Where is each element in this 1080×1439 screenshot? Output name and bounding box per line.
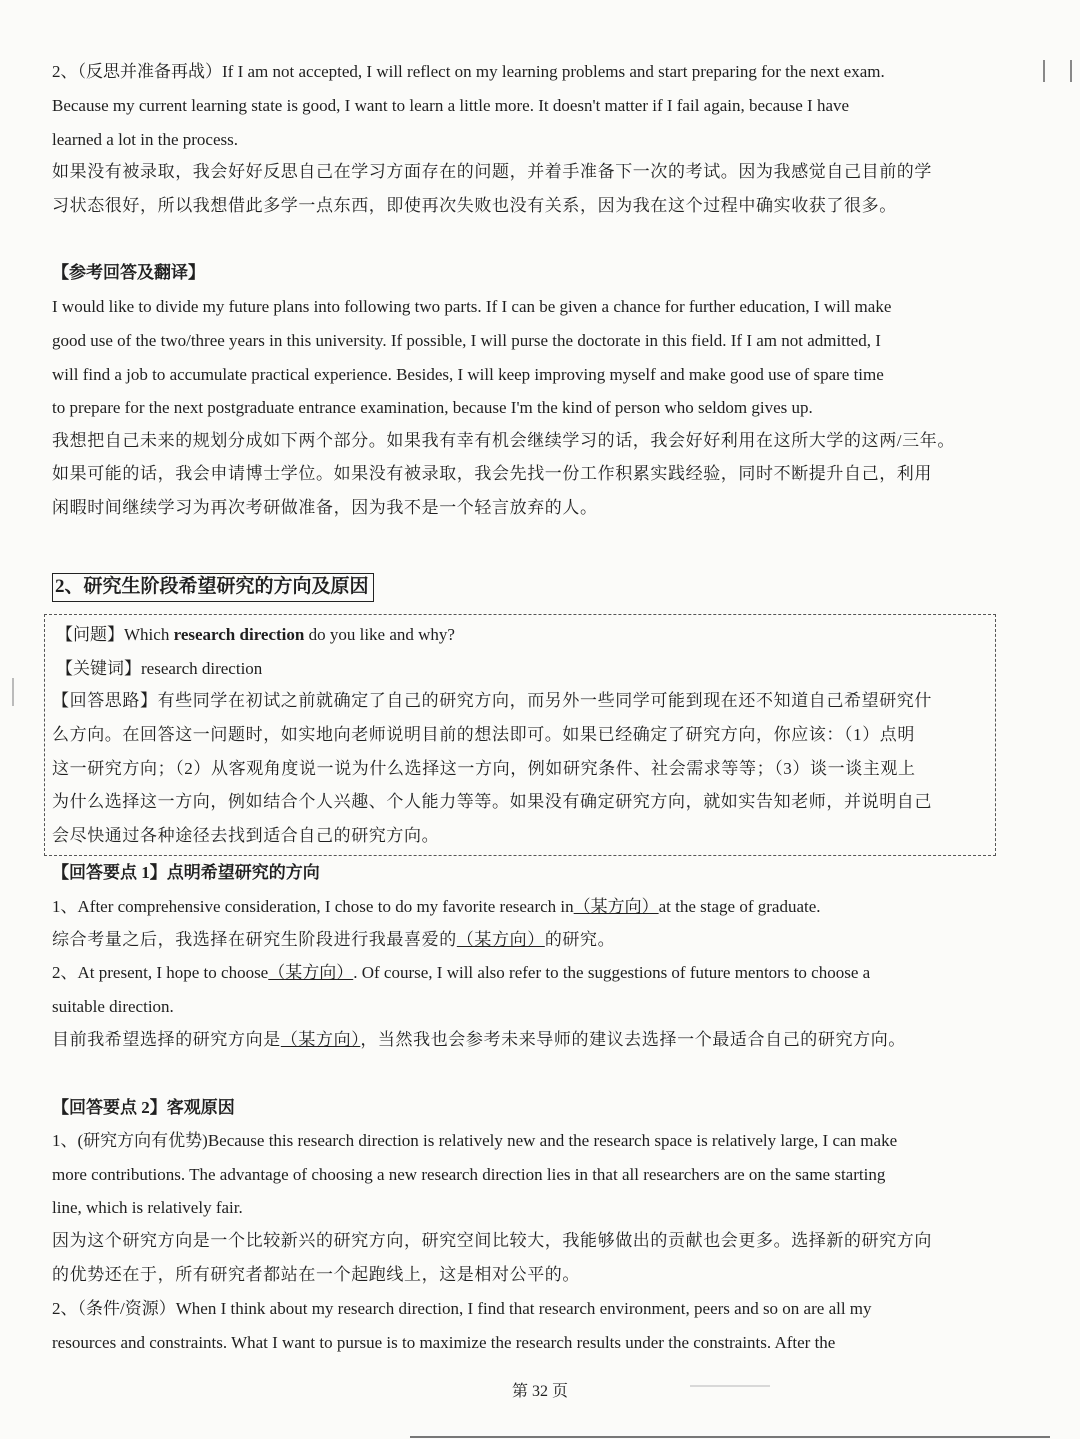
text-line: 的优势还在于，所有研究者都站在一个起跑线上，这是相对公平的。	[52, 1265, 580, 1284]
text-line: 我想把自己未来的规划分成如下两个部分。如果我有幸有机会继续学习的话，我会好好利用在这所大学的这两/三年。	[52, 431, 955, 450]
text-line: resources and constraints. What I want to pursue is to maximize the research results under the constraints. After the	[52, 1333, 836, 1352]
reference-heading: 【参考回答及翻译】	[52, 263, 205, 282]
scan-mark	[690, 1385, 770, 1387]
text-line: 闲暇时间继续学习为再次考研做准备，因为我不是一个轻言放弃的人。	[52, 498, 598, 517]
approach-line: 么方向。在回答这一问题时，如实地向老师说明目前的想法即可。如果已经确定了研究方向，你应该：（1）点明	[52, 725, 915, 744]
scan-mark	[12, 678, 14, 706]
text-line: 习状态很好，所以我想借此多学一点东西，即使再次失败也没有关系，因为我在这个过程中确实收获了很多。	[52, 196, 897, 215]
text-line: I would like to divide my future plans into following two parts. If I can be given a chance for further education, I will make	[52, 297, 892, 316]
text-line: 1、After comprehensive consideration, I chose to do my favorite research in（某方向）at the stage of graduate.	[52, 897, 821, 916]
text-line: 综合考量之后，我选择在研究生阶段进行我最喜爱的（某方向）的研究。	[52, 930, 616, 949]
question-tag: 【问题】	[56, 625, 124, 644]
question-keyword: research direction	[173, 625, 305, 644]
text-line: 如果没有被录取，我会好好反思自己在学习方面存在的问题，并着手准备下一次的考试。因为我感觉自己目前的学	[52, 162, 932, 181]
text-line: learned a lot in the process.	[52, 130, 238, 149]
text-line: 目前我希望选择的研究方向是（某方向），当然我也会参考未来导师的建议去选择一个最适合自己的研究方向。	[52, 1030, 906, 1049]
section-title: 2、研究生阶段希望研究的方向及原因	[52, 573, 374, 602]
keyword-line: 【关键词】research direction	[56, 659, 263, 678]
blank-placeholder: （某方向）	[268, 963, 354, 982]
blank-placeholder: （某方向）	[280, 1030, 361, 1049]
text-line: 2、（条件/资源）When I think about my research direction, I find that research environment, peers and so on are all my	[52, 1299, 872, 1318]
point2-heading: 【回答要点 2】客观原因	[52, 1098, 235, 1117]
text-line: will find a job to accumulate practical experience. Besides, I will keep improving myself and make good use of spare time	[52, 365, 884, 384]
approach-line: 这一研究方向；（2）从客观角度说一说为什么选择这一方向，例如研究条件、社会需求等等；（3）谈一谈主观上	[52, 759, 916, 778]
text-line: to prepare for the next postgraduate entrance examination, because I'm the kind of person who seldom gives up.	[52, 398, 813, 417]
approach-line: 为什么选择这一方向，例如结合个人兴趣、个人能力等等。如果没有确定研究方向，就如实告知老师，并说明自己	[52, 792, 932, 811]
approach-line: 会尽快通过各种途径去找到适合自己的研究方向。	[52, 826, 440, 845]
text-line: Because my current learning state is good, I want to learn a little more. It doesn't matter if I fail again, because I have	[52, 96, 850, 115]
blank-placeholder: （某方向）	[573, 897, 659, 916]
text-line: good use of the two/three years in this university. If possible, I will purse the doctorate in this field. If I am not admitted, I	[52, 331, 881, 350]
text-line: 2、At present, I hope to choose（某方向）. Of course, I will also refer to the suggestions of future mentors to choose a	[52, 963, 871, 982]
text-line: 2、（反思并准备再战）If I am not accepted, I will reflect on my learning problems and start preparing for the next exam.	[52, 62, 885, 81]
scan-edge-mark	[1070, 60, 1072, 82]
text-line: line, which is relatively fair.	[52, 1198, 243, 1217]
text-line: 如果可能的话，我会申请博士学位。如果没有被录取，我会先找一份工作积累实践经验，同时不断提升自己，利用	[52, 464, 932, 483]
scan-edge-mark	[1043, 60, 1045, 82]
approach-line: 【回答思路】有些同学在初试之前就确定了自己的研究方向，而另外一些同学可能到现在还不知道自己希望研究什	[52, 691, 932, 710]
blank-placeholder: （某方向）	[456, 930, 545, 949]
text-line: more contributions. The advantage of choosing a new research direction lies in that all researchers are on the same starting	[52, 1165, 886, 1184]
page-bottom-rule	[410, 1436, 1050, 1438]
text-line: 1、(研究方向有优势)Because this research direction is relatively new and the research space is relatively large, I can make	[52, 1131, 898, 1150]
page-number: 第 32 页	[511, 1383, 568, 1400]
point1-heading: 【回答要点 1】点明希望研究的方向	[52, 863, 320, 882]
question-line: 【问题】Which research direction do you like and why?	[56, 625, 455, 644]
text-line: suitable direction.	[52, 997, 174, 1016]
text-line: 因为这个研究方向是一个比较新兴的研究方向，研究空间比较大，我能够做出的贡献也会更多。选择新的研究方向	[52, 1231, 932, 1250]
